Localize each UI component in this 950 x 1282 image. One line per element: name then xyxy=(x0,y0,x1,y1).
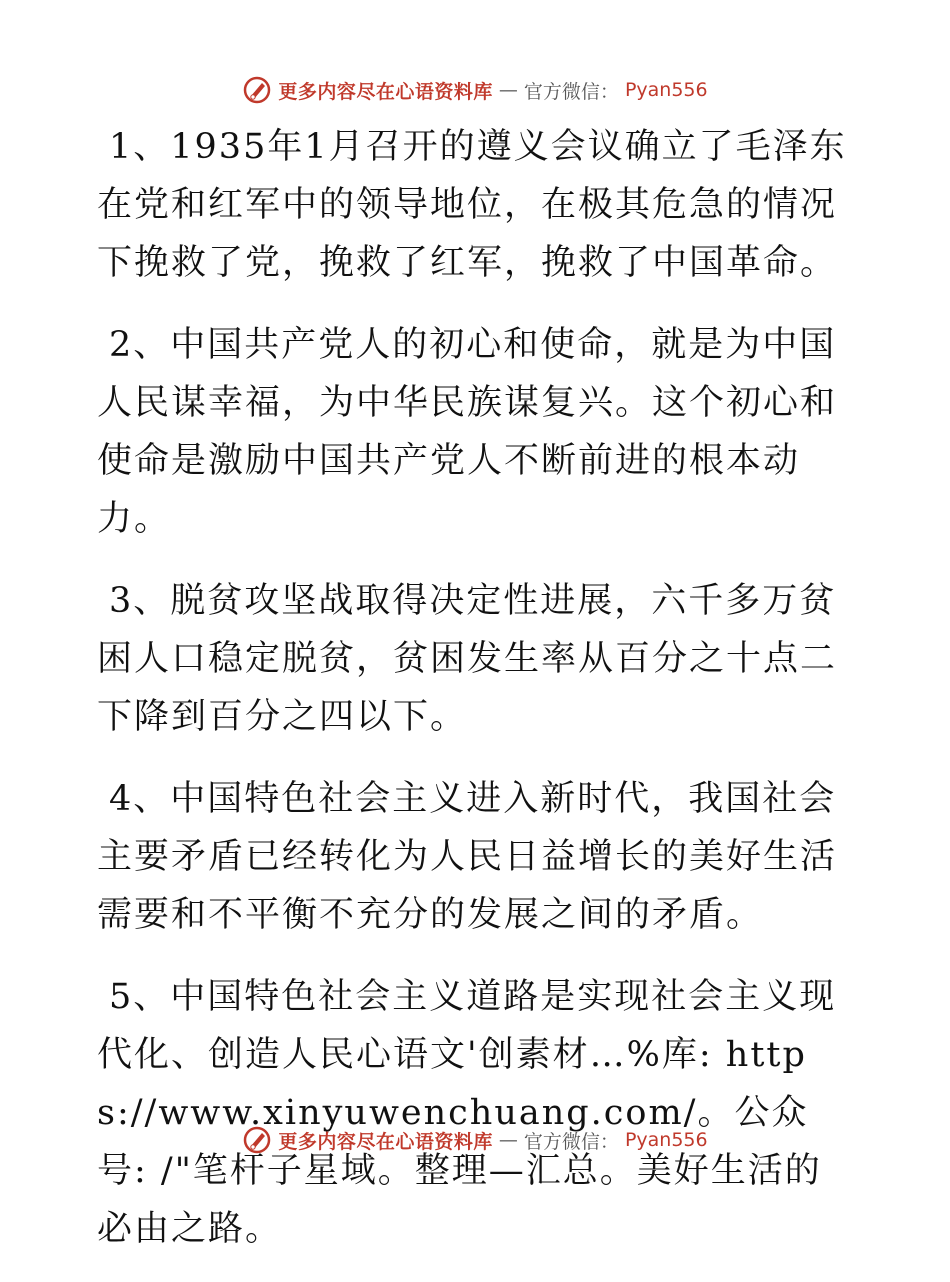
pen-nib-circle-icon xyxy=(242,75,272,105)
banner-wechat-label: 官方微信： xyxy=(523,1130,619,1153)
banner-text: 更多内容尽在心语资料库 xyxy=(278,80,493,103)
document-body xyxy=(97,118,857,1282)
header-banner xyxy=(0,70,950,110)
banner-separator: — xyxy=(498,1129,518,1151)
banner-text: 更多内容尽在心语资料库 xyxy=(278,1130,493,1153)
banner-wechat-id: Pyan556 xyxy=(624,1129,708,1151)
banner-separator: — xyxy=(498,79,518,101)
paragraph-4: 4、中国特色社会主义进入新时代，我国社会主要矛盾已经转化为人民日益增长的美好生活需要和不平衡不充分的发展之间的矛盾。 xyxy=(97,779,838,935)
paragraph-2: 2、中国共产党人的初心和使命，就是为中国人民谋幸福，为中华民族谋复兴。这个初心和使命是激励中国共产党人不断前进的根本动力。 xyxy=(97,325,838,539)
paragraph-3: 3、脱贫攻坚战取得决定性进展，六千多万贫困人口稳定脱贫，贫困发生率从百分之十点二下降到百分之四以下。 xyxy=(97,581,838,737)
footer-banner xyxy=(0,1120,950,1160)
paragraph-1: 1、1935年1月召开的遵义会议确立了毛泽东在党和红军中的领导地位，在极其危急的情况下挽救了党，挽救了红军，挽救了中国革命。 xyxy=(97,127,847,283)
paragraph-5: 5、中国特色社会主义道路是实现社会主义现代化、创造人民心语文'创素材…%库: https://www.xinyuwenchuang.com/。公众号: /"笔杆子星域。整理—汇总。美好生活的必由之路。 xyxy=(97,977,837,1249)
banner-wechat-label: 官方微信： xyxy=(523,80,619,103)
banner-wechat-id: Pyan556 xyxy=(624,79,708,101)
pen-nib-circle-icon xyxy=(242,1125,272,1155)
